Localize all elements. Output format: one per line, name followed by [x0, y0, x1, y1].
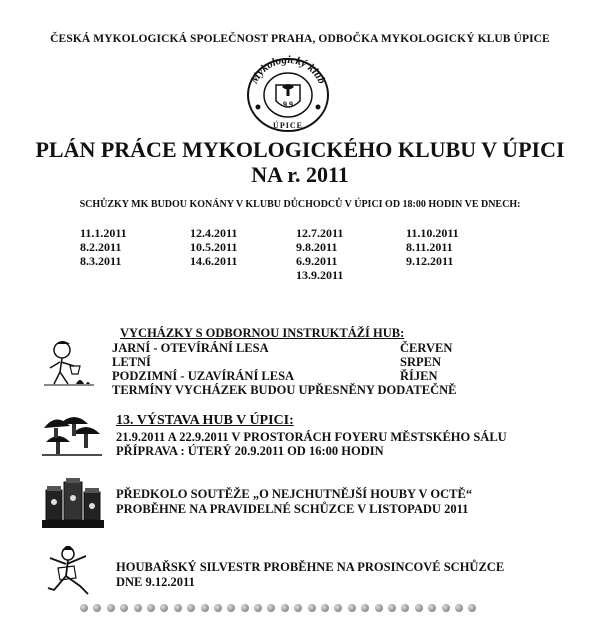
meeting-date: 9.8.2011: [296, 240, 338, 254]
exhibition-line1: 21.9.2011 A 22.9.2011 V PROSTORÁCH FOYERU MĚSTSKÉHO SÁLU: [116, 430, 507, 444]
walk-month: ČERVEN: [400, 341, 453, 355]
bullet-dot-icon: [308, 604, 316, 612]
bullet-dot-icon: [267, 604, 275, 612]
bullet-dot-icon: [120, 604, 128, 612]
meeting-date: 13.9.2011: [296, 268, 344, 282]
meeting-date: 10.5.2011: [190, 240, 238, 254]
logo-shield-number: 9 9: [283, 100, 293, 109]
bullet-dot-icon: [201, 604, 209, 612]
bullet-dot-icon: [227, 604, 235, 612]
exhibition-line2: PŘÍPRAVA : ÚTERÝ 20.9.2011 OD 16:00 HODIN: [116, 444, 384, 458]
bullet-dot-icon: [160, 604, 168, 612]
bullet-dot-icon: [428, 604, 436, 612]
contest-line1: PŘEDKOLO SOUTĚŽE „O NEJCHUTNĚJŠÍ HOUBY V OCTĚ“: [116, 487, 473, 501]
logo-arc-text: Mykologický klub: [248, 55, 328, 86]
bullet-dot-icon: [147, 604, 155, 612]
bullet-dot-icon: [321, 604, 329, 612]
logo-caption: ÚPICE: [273, 121, 303, 130]
walks-heading: VYCHÁZKY S ODBORNOU INSTRUKTÁŽÍ HUB:: [120, 326, 405, 340]
meeting-date: 14.6.2011: [190, 254, 238, 268]
organization-header: ČESKÁ MYKOLOGICKÁ SPOLEČNOST PRAHA, ODBOČKA MYKOLOGICKÝ KLUB ÚPICE: [50, 33, 550, 45]
silvestr-line1: HOUBAŘSKÝ SILVESTR PROBĚHNE NA PROSINCOVÉ SCHŮZCE: [116, 560, 505, 574]
bullet-dot-icon: [415, 604, 423, 612]
bullet-dot-icon: [294, 604, 302, 612]
meeting-date: 8.3.2011: [80, 254, 122, 268]
bullet-dot-icon: [107, 604, 115, 612]
bullet-dot-icon: [455, 604, 463, 612]
meeting-date: 12.4.2011: [190, 226, 238, 240]
silvestr-line2: DNE 9.12.2011: [116, 575, 195, 589]
walks-note: TERMÍNY VYCHÁZEK BUDOU UPŘESNĚNY DODATEČNĚ: [112, 383, 457, 397]
bullet-dot-icon: [80, 604, 88, 612]
schedule-intro: SCHŮZKY MK BUDOU KONÁNY V KLUBU DŮCHODCŮ V ÚPICI OD 18:00 HODIN VE DNECH:: [79, 199, 521, 210]
decorative-bullet-row: [80, 604, 476, 612]
bullet-dot-icon: [375, 604, 383, 612]
meeting-date: 11.10.2011: [406, 226, 459, 240]
meeting-date: 8.11.2011: [406, 240, 453, 254]
bullet-dot-icon: [388, 604, 396, 612]
pickle-jars-icon: [42, 476, 104, 530]
mushroom-picker-icon: [40, 338, 96, 388]
bullet-dot-icon: [174, 604, 182, 612]
bullet-dot-icon: [468, 604, 476, 612]
contest-line2: PROBĚHNE NA PRAVIDELNÉ SCHŮZCE V LISTOPADU 2011: [116, 502, 469, 516]
svg-text:Mykologický klub: [248, 55, 328, 87]
bullet-dot-icon: [187, 604, 195, 612]
meeting-date: 8.2.2011: [80, 240, 122, 254]
walk-month: SRPEN: [400, 355, 441, 369]
bullet-dot-icon: [348, 604, 356, 612]
bullet-dot-icon: [93, 604, 101, 612]
bullet-dot-icon: [401, 604, 409, 612]
bullet-dot-icon: [214, 604, 222, 612]
exhibition-heading: 13. VÝSTAVA HUB V ÚPICI:: [116, 413, 294, 428]
bullet-dot-icon: [442, 604, 450, 612]
walk-label: PODZIMNÍ - UZAVÍRÁNÍ LESA: [112, 369, 295, 383]
page-title: PLÁN PRÁCE MYKOLOGICKÉHO KLUBU V ÚPICI: [35, 137, 565, 162]
bullet-dot-icon: [241, 604, 249, 612]
dancer-icon: [40, 546, 98, 596]
walk-label: LETNÍ: [112, 355, 151, 369]
bullet-dot-icon: [281, 604, 289, 612]
bullet-dot-icon: [254, 604, 262, 612]
bullet-dot-icon: [134, 604, 142, 612]
bullet-dot-icon: [361, 604, 369, 612]
meeting-date: 11.1.2011: [80, 226, 127, 240]
walk-label: JARNÍ - OTEVÍRÁNÍ LESA: [112, 341, 269, 355]
meeting-date: 12.7.2011: [296, 226, 344, 240]
page-subtitle: NA r. 2011: [251, 162, 349, 187]
mushroom-cluster-icon: [42, 410, 102, 456]
bullet-dot-icon: [334, 604, 342, 612]
walk-month: ŘÍJEN: [400, 369, 438, 383]
meeting-date: 6.9.2011: [296, 254, 338, 268]
meeting-date: 9.12.2011: [406, 254, 454, 268]
